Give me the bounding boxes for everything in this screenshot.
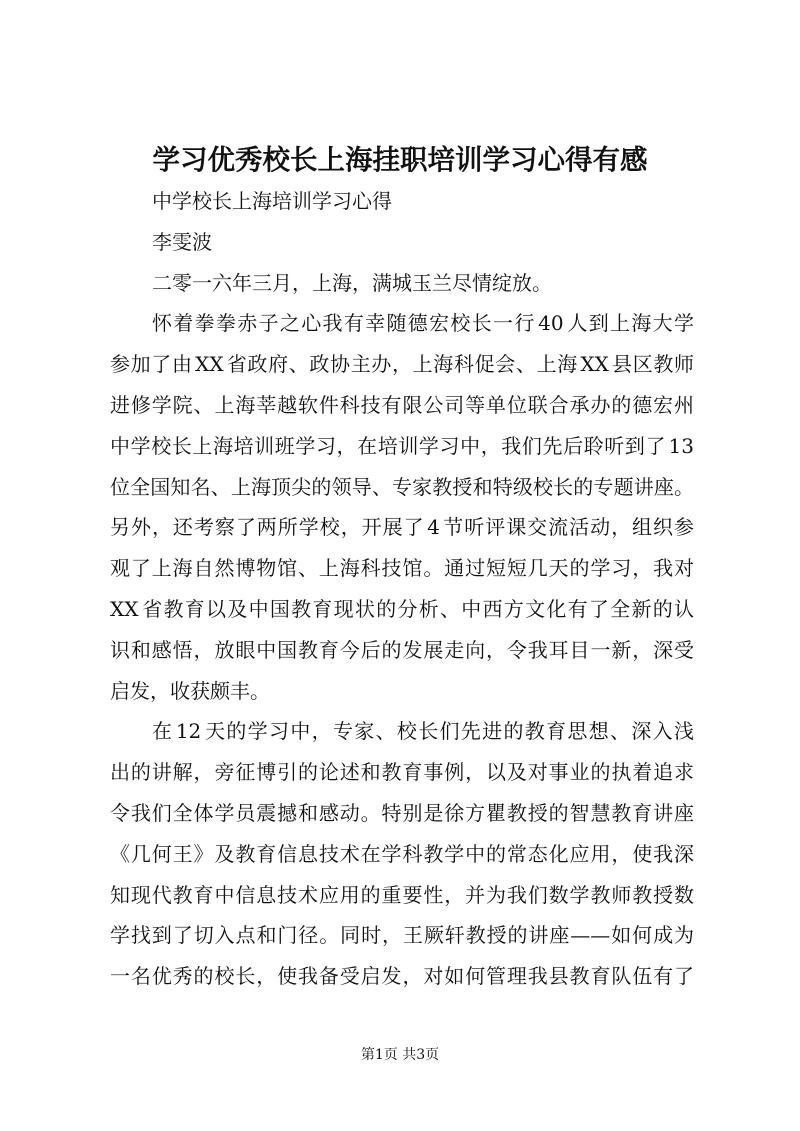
author-line: 李雯波 (152, 229, 212, 254)
body-line: 另外，还考察了两所学校，开展了4节听评课交流活动，组织参 (110, 515, 694, 540)
body-line: 出的讲解，旁征博引的论述和教育事例，以及对事业的执着追求 (110, 760, 694, 785)
paragraph (110, 303, 694, 711)
document-title: 学习优秀校长上海挂职培训学习心得有感 (152, 144, 648, 176)
document-body (110, 181, 694, 997)
body-line: 参加了由XX省政府、政协主办，上海科促会、上海XX县区教师 (110, 352, 694, 377)
body-line: 在12天的学习中，专家、校长们先进的教育思想、深入浅 (152, 719, 694, 744)
body-line: XX省教育以及中国教育现状的分析、中西方文化有了全新的认 (110, 596, 694, 621)
body-line: 识和感悟，放眼中国教育今后的发展走向，令我耳目一新，深受 (110, 637, 694, 662)
body-line: 进修学院、上海莘越软件科技有限公司等单位联合承办的德宏州 (110, 392, 694, 417)
body-line: 观了上海自然博物馆、上海科技馆。通过短短几天的学习，我对 (110, 556, 694, 581)
subtitle-line: 中学校长上海培训学习心得 (152, 189, 392, 213)
body-line: 怀着拳拳赤子之心我有幸随德宏校长一行40人到上海大学 (152, 311, 694, 336)
body-line: 位全国知名、上海顶尖的领导、专家教授和特级校长的专题讲座。 (110, 474, 694, 499)
page-number-footer: 第1页 共3页 (360, 1047, 440, 1063)
paragraph (110, 711, 694, 997)
body-line: 中学校长上海培训班学习，在培训学习中，我们先后聆听到了13 (110, 433, 694, 458)
body-line: 学找到了切入点和门径。同时，王厥轩教授的讲座——如何成为 (110, 923, 694, 948)
body-line: 令我们全体学员震撼和感动。特别是徐方瞿教授的智慧教育讲座 (110, 800, 694, 825)
body-line: 启发，收获颇丰。 (110, 678, 270, 703)
body-line: 一名优秀的校长，使我备受启发，对如何管理我县教育队伍有了 (110, 964, 694, 989)
body-line: 《几何王》及教育信息技术在学科教学中的常态化应用，使我深 (110, 841, 694, 866)
opening-line: 二零一六年三月，上海，满城玉兰尽情绽放。 (152, 270, 552, 295)
body-line: 知现代教育中信息技术应用的重要性，并为我们数学教师教授数 (110, 882, 694, 907)
